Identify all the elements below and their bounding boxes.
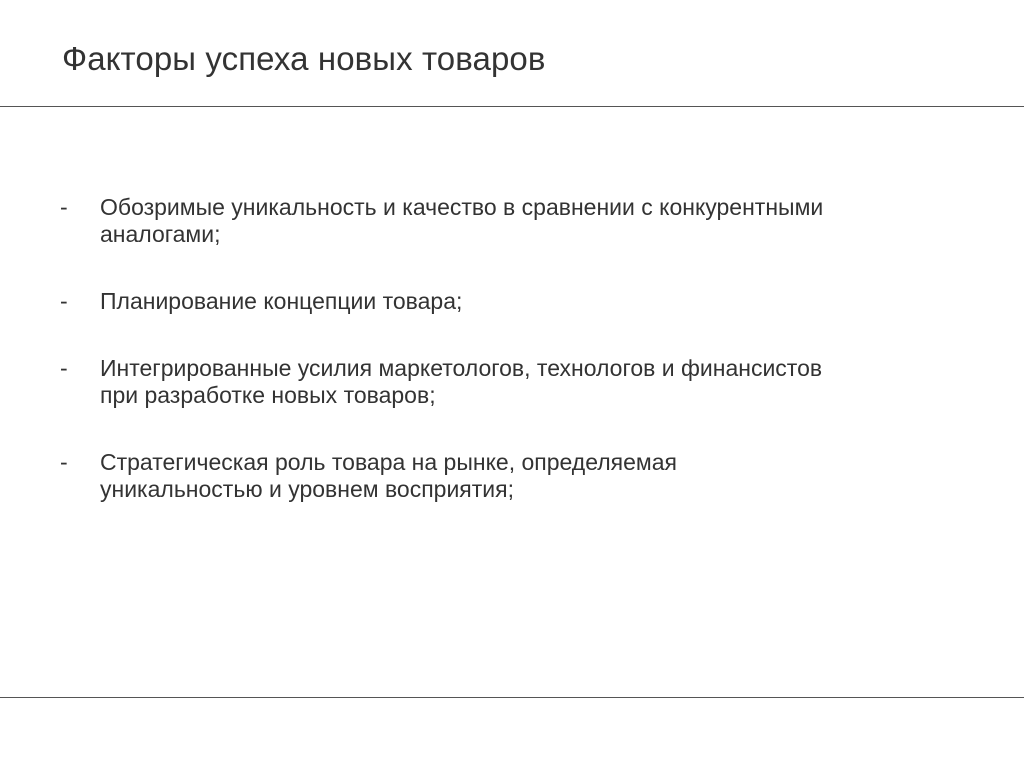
bullet-item-2 <box>60 288 960 315</box>
slide-title: Факторы успеха новых товаров <box>62 40 546 77</box>
bullet-item-1 <box>60 194 960 248</box>
title-area <box>0 0 1024 106</box>
bullet-item-3 <box>60 355 960 409</box>
bullet-text: Стратегическая роль товара на рынке, определяемая уникальностью и уровнем восприятия; <box>100 449 677 502</box>
footer-divider <box>0 697 1024 698</box>
title-divider <box>0 106 1024 107</box>
bullet-dash: - <box>60 449 68 475</box>
bullet-text: Интегрированные усилия маркетологов, технологов и финансистов при разработке новых товаров; <box>100 355 823 408</box>
bullet-list <box>60 194 960 543</box>
bullet-dash: - <box>60 355 68 381</box>
bullet-text: Обозримые уникальность и качество в сравнении с конкурентными аналогами; <box>100 194 824 247</box>
bullet-text: Планирование концепции товара; <box>100 288 463 314</box>
bullet-dash: - <box>60 288 68 314</box>
bullet-item-4 <box>60 449 960 503</box>
bullet-dash: - <box>60 194 68 220</box>
